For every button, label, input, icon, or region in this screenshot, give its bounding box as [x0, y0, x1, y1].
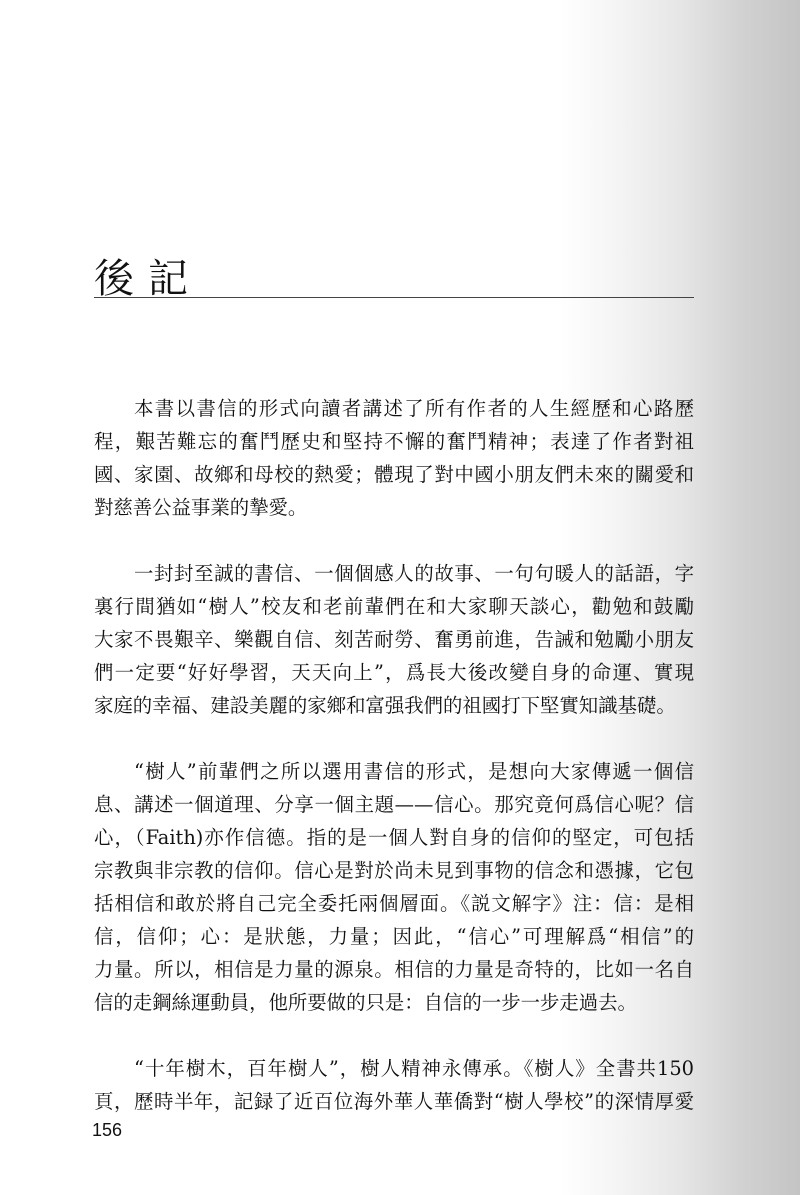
text-line: 程，艱苦難忘的奮鬥歷史和堅持不懈的奮鬥精神；表達了作者對祖: [94, 430, 694, 453]
text-line: 裏行間猶如“樹人”校友和老前輩們在和大家聊天談心，勸勉和鼓勵: [94, 595, 694, 618]
body-text: [94, 392, 694, 1151]
text-line: 對慈善公益事業的摯愛。: [94, 496, 308, 519]
text-line: “十年樹木，百年樹人”，樹人精神永傳承。《樹人》全書共150: [134, 1057, 694, 1080]
text-line: 頁，歷時半年，記録了近百位海外華人華僑對“樹人學校”的深情厚愛: [94, 1090, 694, 1113]
text-line: 信的走鋼絲運動員，他所要做的只是：自信的一步一步走過去。: [94, 991, 637, 1014]
text-line: 括相信和敢於將自己完全委托兩個層面。《説文解字》注：信：是相: [94, 892, 694, 915]
title-divider: [94, 297, 694, 298]
text-line: 家庭的幸福、建設美麗的家鄉和富强我們的祖國打下堅實知識基礎。: [94, 694, 676, 717]
page-title: 後記: [94, 255, 202, 302]
text-line: 國、家園、故鄉和母校的熱愛；體現了對中國小朋友們未來的關愛和: [94, 463, 694, 486]
text-line: 本書以書信的形式向讀者講述了所有作者的人生經歷和心路歷: [134, 397, 694, 420]
text-line: 息、講述一個道理、分享一個主題——信心。那究竟何爲信心呢？信: [94, 793, 694, 816]
text-line: 信，信仰；心：是狀態，力量；因此，“信心”可理解爲“相信”的: [94, 925, 694, 948]
page-number: 156: [92, 1120, 123, 1140]
text-line: 大家不畏艱辛、樂觀自信、刻苦耐勞、奮勇前進，告誡和勉勵小朋友: [94, 628, 694, 651]
text-line: 力量。所以，相信是力量的源泉。相信的力量是奇特的，比如一名自: [94, 958, 694, 981]
paragraph-3: [94, 755, 694, 1019]
paragraph-1: [94, 392, 694, 524]
text-line: 宗教與非宗教的信仰。信心是對於尚未見到事物的信念和憑據，它包: [94, 859, 694, 882]
text-line: 一封封至誠的書信、一個個感人的故事、一句句暖人的話語，字: [134, 562, 694, 585]
paragraph-4: [94, 1052, 694, 1118]
paragraph-2: [94, 557, 694, 722]
text-line: 心，（Faith)亦作信德。指的是一個人對自身的信仰的堅定，可包括: [94, 826, 694, 849]
text-line: 們一定要“好好學習，天天向上”，爲長大後改變自身的命運、實現: [94, 661, 694, 684]
text-line: “樹人”前輩們之所以選用書信的形式，是想向大家傳遞一個信: [134, 760, 694, 783]
